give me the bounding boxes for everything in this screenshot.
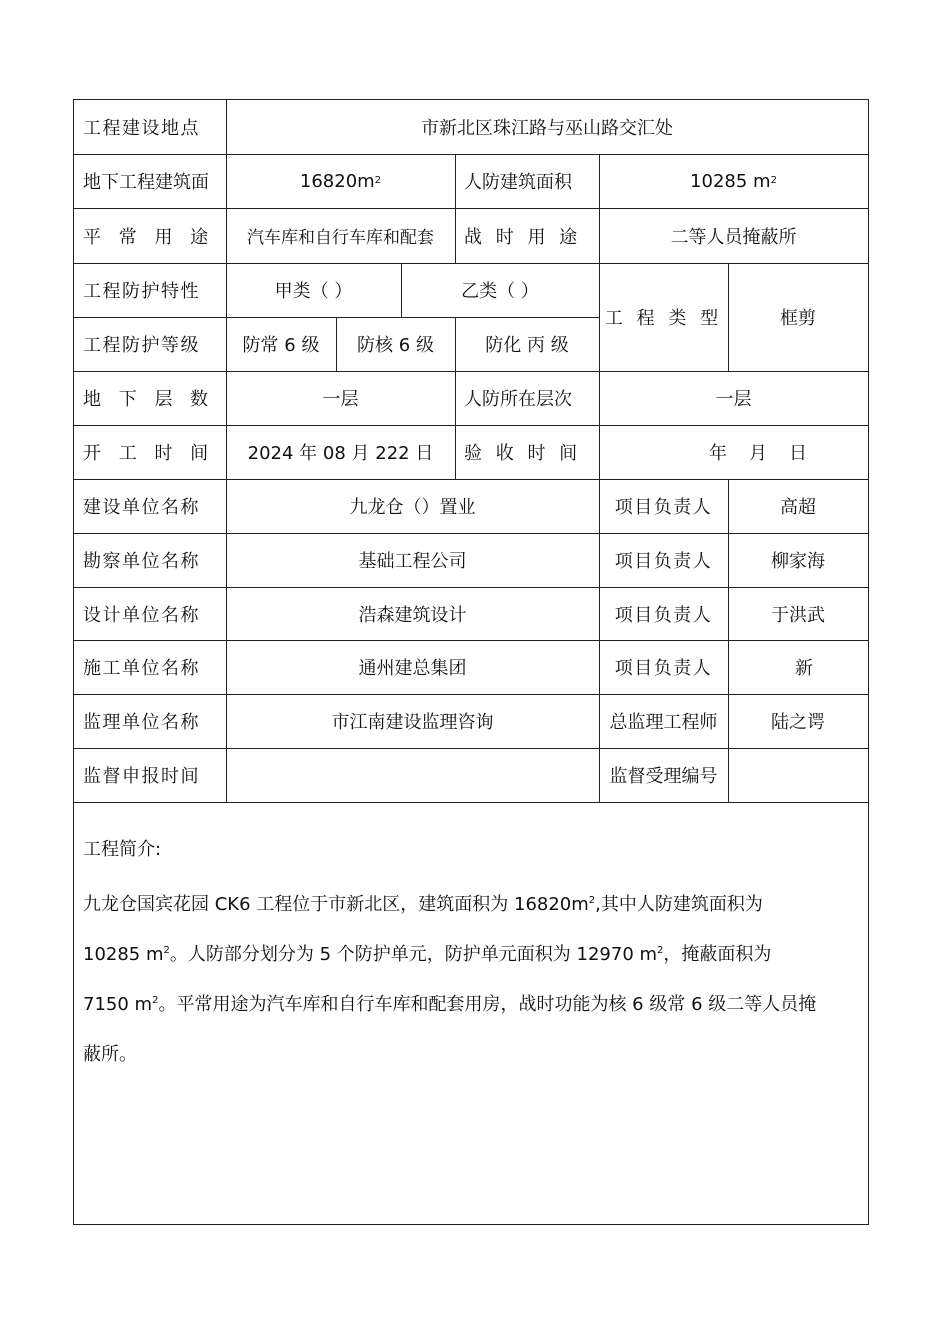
intro-line [83, 930, 863, 980]
intro-line [83, 980, 863, 1030]
manager-label: 项目负责人 [614, 497, 713, 518]
class-a-field: 甲类（ ） [274, 281, 353, 302]
intro-text: ,其中人防建筑面积为 [595, 894, 763, 915]
civil-defense-area-number: 10285 m [690, 170, 771, 192]
intro-line [83, 880, 863, 930]
protection-type-label: 工程防护特性 [83, 281, 200, 302]
unit-superscript: 2 [588, 895, 596, 906]
peacetime-use-value: 汽车库和自行车库和配套 [247, 228, 434, 248]
chemical-level: 防化 丙 级 [485, 335, 569, 356]
manager-value: 高超 [780, 497, 816, 518]
manager-label: 项目负责人 [614, 551, 713, 572]
supervision-time-label: 监督申报时间 [83, 766, 200, 787]
underground-area-value: 16820m 2 [299, 170, 382, 192]
unit-value: 九龙仓（）置业 [349, 497, 476, 518]
class-b-field: 乙类（ ） [461, 281, 539, 302]
unit-value: 市江南建设监理咨询 [331, 712, 494, 733]
underground-area-label: 地下工程建筑面 [83, 172, 209, 193]
intro-text: 7150 m [83, 994, 153, 1015]
intro-text: 九龙仓国宾花园 CK6 工程位于市新北区，建筑面积为 16820m [83, 894, 589, 915]
manager-value: 于洪武 [771, 604, 825, 626]
supervision-time-value [226, 748, 599, 802]
project-type-value: 框剪 [780, 308, 816, 329]
year-marker: 年 [709, 443, 727, 464]
intro-text: 10285 m [83, 944, 164, 965]
project-intro [83, 830, 863, 1080]
unit-value: 通州建总集团 [358, 658, 467, 679]
manager-value: 柳家海 [771, 551, 825, 572]
site-label: 工程建设地点 [83, 118, 200, 139]
unit-value: 浩森建筑设计 [358, 604, 467, 626]
acceptance-time-value [599, 425, 868, 479]
unit-value: 基础工程公司 [358, 551, 467, 572]
intro-text: ，掩蔽面积为 [663, 944, 772, 965]
intro-text: 。人防部分划分为 5 个防护单元，防护单元面积为 12970 m [169, 944, 658, 965]
intro-text: 。平常用途为汽车库和自行车库和配套用房，战时功能为核 6 级常 6 级二等人员掩 [158, 994, 817, 1015]
unit-superscript: 2 [163, 945, 170, 956]
underground-area-number: 16820m [299, 170, 375, 192]
manager-label: 总监理工程师 [609, 712, 718, 733]
civil-defense-area-value: 10285 m 2 [690, 170, 777, 192]
month-marker: 月 [749, 443, 767, 464]
intro-title: 工程简介: [83, 839, 162, 860]
unit-label: 施工单位名称 [83, 658, 200, 679]
peacetime-use-label: 平 常 用 途 [83, 226, 215, 248]
cd-floor-label: 人防所在层次 [464, 389, 572, 410]
project-info-form [73, 99, 869, 1225]
intro-line: 蔽所。 [83, 1044, 137, 1065]
manager-value: 新 [795, 658, 813, 679]
wartime-use-label: 战 时 用 途 [464, 226, 582, 248]
manager-label: 项目负责人 [614, 604, 713, 626]
manager-value: 陆之谔 [771, 712, 825, 733]
floors-value: 一层 [322, 389, 359, 410]
project-type-label: 工 程 类 型 [604, 308, 723, 329]
unit-superscript: 2 [657, 945, 664, 956]
unit-label: 勘察单位名称 [83, 551, 200, 572]
wartime-use-value: 二等人员掩蔽所 [670, 226, 797, 248]
conventional-level: 防常 6 级 [242, 335, 320, 356]
site-value: 市新北区珠江路与巫山路交汇处 [421, 118, 673, 139]
civil-defense-area-label: 人防建筑面积 [464, 172, 572, 193]
manager-label: 项目负责人 [614, 658, 713, 679]
unit-label: 建设单位名称 [83, 497, 200, 518]
protection-level-label: 工程防护等级 [83, 335, 200, 356]
supervision-number-label: 监督受理编号 [609, 766, 718, 787]
supervision-number-value [728, 748, 868, 802]
unit-label: 监理单位名称 [83, 712, 200, 733]
floors-label: 地 下 层 数 [83, 389, 215, 410]
acceptance-time-label: 验 收 时 间 [464, 443, 582, 464]
start-time-value: 2024 年 08 月 222 日 [247, 443, 434, 464]
start-time-label: 开 工 时 间 [83, 443, 215, 464]
unit-label: 设计单位名称 [83, 604, 200, 626]
day-marker: 日 [789, 443, 807, 464]
unit-superscript: 2 [152, 995, 159, 1006]
nuclear-level: 防核 6 级 [357, 335, 434, 356]
row-divider [74, 802, 868, 803]
cd-floor-value: 一层 [715, 389, 752, 410]
